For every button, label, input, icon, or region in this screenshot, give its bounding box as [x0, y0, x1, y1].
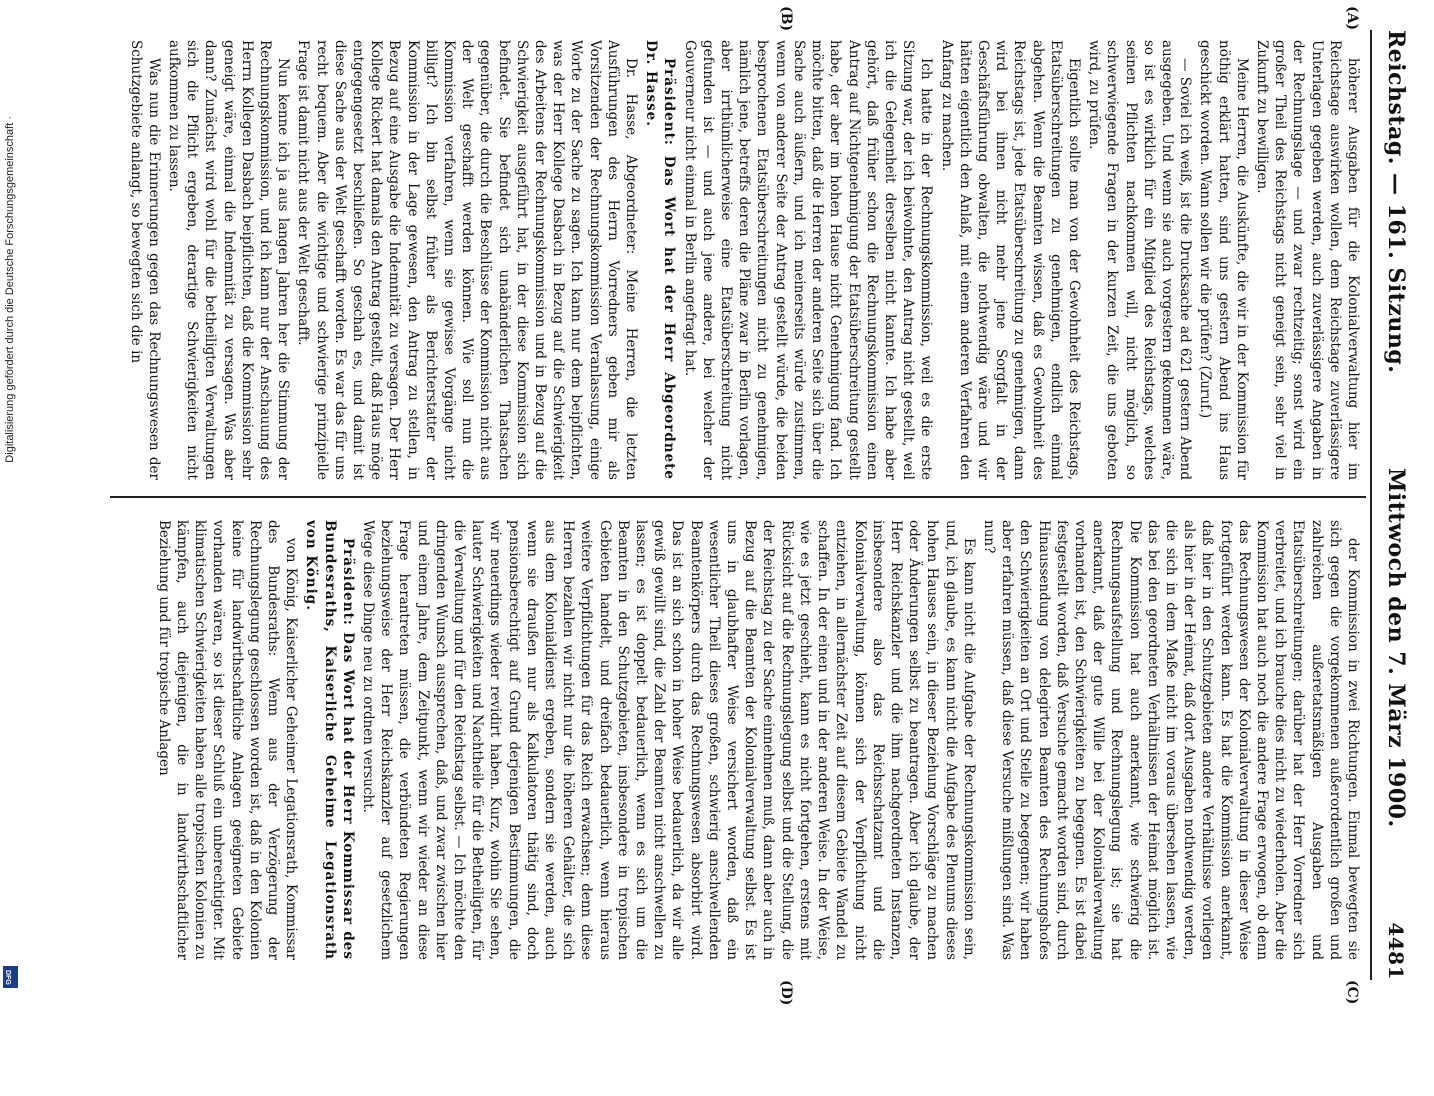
paragraph: der Kommission in zwei Richtungen. Einmal bewegten sie sich gegen die vorgekommenen außerordentlich großen und zahlreichen außeretatsmäßigen Ausgaben und Etatsüberschreitungen; darüber hat der Herr Vorredner sich verbreitet, und ich brauche dies nicht zu wiederholen. Aber die Kommission hat auch noch die andere Frage erwogen, ob denn das Rechnungswesen der Kolonialverwaltung in dieser Weise fortgeführt werden kann. Es hat die Kommission anerkannt, daß hier in den Schutzgebieten andere Verhältnisse vorliegen als hier in der Heimat, daß dort Ausgaben nothwendig werden, die sich in dem Maße nicht im voraus übersehen lassen, wie das bei den geordneten Verhältnissen der Heimat möglich ist. Die Kommission hat auch anerkannt, wie schwierig die Rechnungsaufstellung und Rechnungslegung ist; sie hat anerkannt, daß der gute Wille bei der Kolonialverwaltung vorhanden ist, den Schwierigkeiten zu begegnen. Es ist dabei festgestellt worden, daß Versuche gemacht worden sind, durch Hinaussendung von delegirten Beamten des Rechnungshofes den Schwierigkeiten an Ort und Stelle zu begegnen; wir haben aber erfahren müssen, daß diese Versuche mißlungen sind. Was nun? — [980, 520, 1361, 960]
footer-text: Digitalisierung gefördert durch die Deutsche Forschungsgemeinschaft · — [4, 116, 16, 463]
newspaper-page — [90, 0, 1434, 1006]
speaker-line: Präsident: Das Wort hat der Herr Abgeordnete Dr. Hasse. — [643, 40, 678, 480]
header-left: Reichstag. — 161. Sitzung. — [1383, 30, 1409, 374]
digitization-footer — [0, 0, 22, 1000]
margin-mark-a: (A) — [1344, 6, 1360, 31]
paragraph: Nun kenne ich ja aus langen Jahren her die Stimmung der Rechnungskommission, und ich kann nur der Anschauung des Herrn Kollegen Dasbach beipflichten, daß die Kommission sehr geneigt wäre, einmal die Indemnität zu versagen. Was aber dann? Zunächst wird wohl für die betheiligten Verwaltungen sich die Pflicht ergeben, derartige Schwierigkeiten nicht aufkommen zu lassen. — [166, 40, 292, 480]
paragraph: von König, Kaiserlicher Geheimer Legationsrath, Kommissar des Bundesraths: Wenn aus der Verzögerung der Rechnungslegung geschlossen worden ist, daß in den Kolonien keine für landwirthschaftliche Anlagen geeigneten Gebiete vorhanden wären, so ist dieser Schluß ein unberechtigter. Mit klimatischen Schwierigkeiten haben alle tropischen Kolonien zu kämpfen, auch diejenigen, die in landwirthschaftlicher Beziehung und für tropische Anlagen — [155, 520, 300, 960]
margin-mark-c: (C) — [1344, 980, 1360, 1005]
paragraph: Eigentlich sollte man von der Gewohnheit des Reichstags, Etatsüberschreitungen zu genehmigen, endlich einmal abgehen. Wenn die Beamten wissen, daß es Gewohnheit des Reichstags ist, jede Etatsüberschreitung zu genehmigen, dann wird bei ihnen nicht mehr jene Sorgfalt in der Geschäftsführung obwalten, die nothwendig wäre und wir hätten eigentlich den Anlaß, mit einem anderen Verfahren den Anfang zu machen. — [938, 40, 1082, 480]
margin-mark-d: (D) — [778, 980, 794, 1006]
header-date: Mittwoch den 7. März 1900. — [1383, 468, 1409, 828]
paragraph: Dr. Hasse, Abgeordneter: Meine Herren, die letzten Ausführungen des Herrn Vorredners geben mir als Vorsitzenden der Rechnungskommission Veranlassung, einige Worte zu der Sache zu sagen. Ich kann nur dem beipflichten, was der Herr Kollege Dasbach in Bezug auf die Schwierigkeit des Arbeitens der Rechnungskommission und in Bezug auf die Schwierigkeit ausgeführt hat, in der diese Kommission sich befindet. Sie befindet sich unabänderlichen Thatsachen gegenüber, die durch die Beschlüsse der Kommission nicht aus der Welt geschafft werden können. Wie soll nun die Kommission verfahren, wenn sie gewisse Vorgänge nicht billigt? Ich bin selbst früher als Berichterstatter der Kommission in der Lage gewesen, den Antrag zu stellen, in Bezug auf eine Ausgabe die Indemnität zu versagen. Der Herr Kollege Rickert hat damals den Antrag gestellt, daß Haus möge entgegengesetzt beschließen. So geschah es, und damit ist diese Sache aus der Welt geschafft worden. Es war das für uns recht bequem. Aber die wichtige und schwierige prinzipielle Frage ist damit nicht aus der Welt geschafft. — [295, 40, 640, 480]
paragraph: Meine Herren, die Auskünfte, die wir in der Kommission für nöthig erklärt hatten, sind uns gestern Abend ins Haus geschickt worden. Wann sollen wir die prüfen? (Zuruf.) — [1197, 40, 1250, 480]
page-number: 4481 — [1384, 922, 1408, 980]
paragraph: höherer Ausgaben für die Kolonialverwaltung hier im Reichstage auswirken wollen, dem Reichstage zuverlässigere Unterlagen gegeben werden, auch zuverlässigere Angaben in der Rechnungslage — und zwar rechtzeitig; sonst wird ein großer Theil des Reichstags nicht geneigt sein, sehr viel in Zukunft zu bewilligen. — [1253, 40, 1361, 480]
speaker-line: Präsident: Das Wort hat der Herr Kommissar des Bundesraths, Kaiserliche Geheime Legationsrath von König. — [303, 520, 356, 960]
paragraph: — Soviel ich weiß, ist die Drucksache ad 621 gestern Abend ausgegeben. Und wenn sie auch vorgestern gekommen wäre, so ist es wirklich für ein Mitglied des Reichstags, welches seinen Pflichten nachkommen will, nicht möglich, so schwerwiegende Fragen in der kurzen Zeit, die uns geboten wird, zu prüfen. — [1086, 40, 1194, 480]
paragraph: Was nun die Erinnerungen gegen das Rechnungswesen der Schutzgebiete anlangt, so bewegten sich die in — [127, 40, 162, 480]
paragraph: Ich hatte in der Rechnungskommission, weil es die erste Sitzung war, der ich beiwohnte, den Antrag nicht gestellt, weil ich die Gelegenheit derselben nicht kannte. Ich habe aber gehört, daß früher schon die Rechnungskommission einen Antrag auf Nichtgenehmigung der Etatsüberschreitung gestellt habe, der aber im hohen Hause nicht Genehmigung fand. Ich möchte bitten, daß die Herren der anderen Seite sich über die Sache auch äußern, und ich meinerseits würde zustimmen, wenn von anderer Seite der Antrag gestellt würde, die beiden besprochenen Etatsüberschreitungen nicht zu genehmigen, nämlich jene, betreffs deren die Pläne zwar in Berlin vorlagen, aber irrthümlicherweise eine Etatsüberschreitung nicht gefunden ist — und auch jene andere, bei welcher der Gouverneur nicht einmal in Berlin angefragt hat. — [681, 40, 935, 480]
page-header — [1376, 30, 1416, 980]
header-rule — [1370, 30, 1372, 980]
left-column — [122, 40, 1362, 480]
dfg-logo-icon: DFG — [3, 966, 18, 988]
right-column — [122, 520, 1362, 960]
paragraph: Es kann nicht die Aufgabe der Rechnungskommission sein, und, ich glaube, es kann nicht die Aufgabe des Plenums dieses hohen Hauses sein, in dieser Beziehung Vorschläge zu machen oder Änderungen selbst zu beantragen. Aber ich glaube, der Herr Reichskanzler und die ihm nachgeordneten Instanzen, insbesondere also das Reichsschatzamt und die Kolonialverwaltung, können sich der Verpflichtung nicht entziehen, in allernächster Zeit auf diesem Gebiete Wandel zu schaffen. In der einen und in der anderen Weise. In der Weise, wie es jetzt geschieht, kann es nicht fortgehen, erstens mit Rücksicht auf die Rechnungslegung selbst und die Stellung, die der Reichstag zu der Sache einnehmen muß, dann aber auch in Bezug auf die Beamten der Kolonialverwaltung selbst. Es ist uns in glaubhafter Weise versichert worden, daß ein wesentlicher Theil dieses großen, schwierig anschwellenden Beamtenkörpers durch das Rechnungswesen absorbirt wird. Das ist an sich schon in hoher Weise bedauerlich, da wir alle gewiß gewillt sind, die Zahl der Beamten nicht anschwellen zu lassen; es ist doppelt bedauerlich, wenn es sich um die Beamten in den Schutzgebieten, insbesondere in tropischen Gebieten handelt, und dreifach bedauerlich, wenn hieraus weitere Verpflichtungen für das Reich erwachsen; denn diese Herren bezahlen wir nicht nur die höheren Gehälter, die sich aus dem Kolonialdienst ergeben, sondern sie werden, auch wenn sie draußen nur als Kalkulatoren thätig sind, doch pensionsberechtigt auf Grund derjenigen Bestimmungen, die wir neuerdings wieder revidirt haben. Kurz, wohin Sie sehen, lauter Schwierigkeiten und Nachtheile für die Betheiligten, für die Verwaltung und für den Reichstag selbst. — Ich möchte den dringenden Wunsch aussprechen, daß, und zwar zwischen hier und einem Jahre, dem Zeitpunkt, wenn wir wieder an diese Frage herantreten müssen, die verbündeten Regierungen beziehungsweise der Herr Reichskanzler auf gesetzlichem Wege diese Dinge neu zu ordnen versucht. — [360, 520, 977, 960]
margin-mark-b: (B) — [778, 6, 794, 32]
column-divider — [110, 496, 1366, 498]
